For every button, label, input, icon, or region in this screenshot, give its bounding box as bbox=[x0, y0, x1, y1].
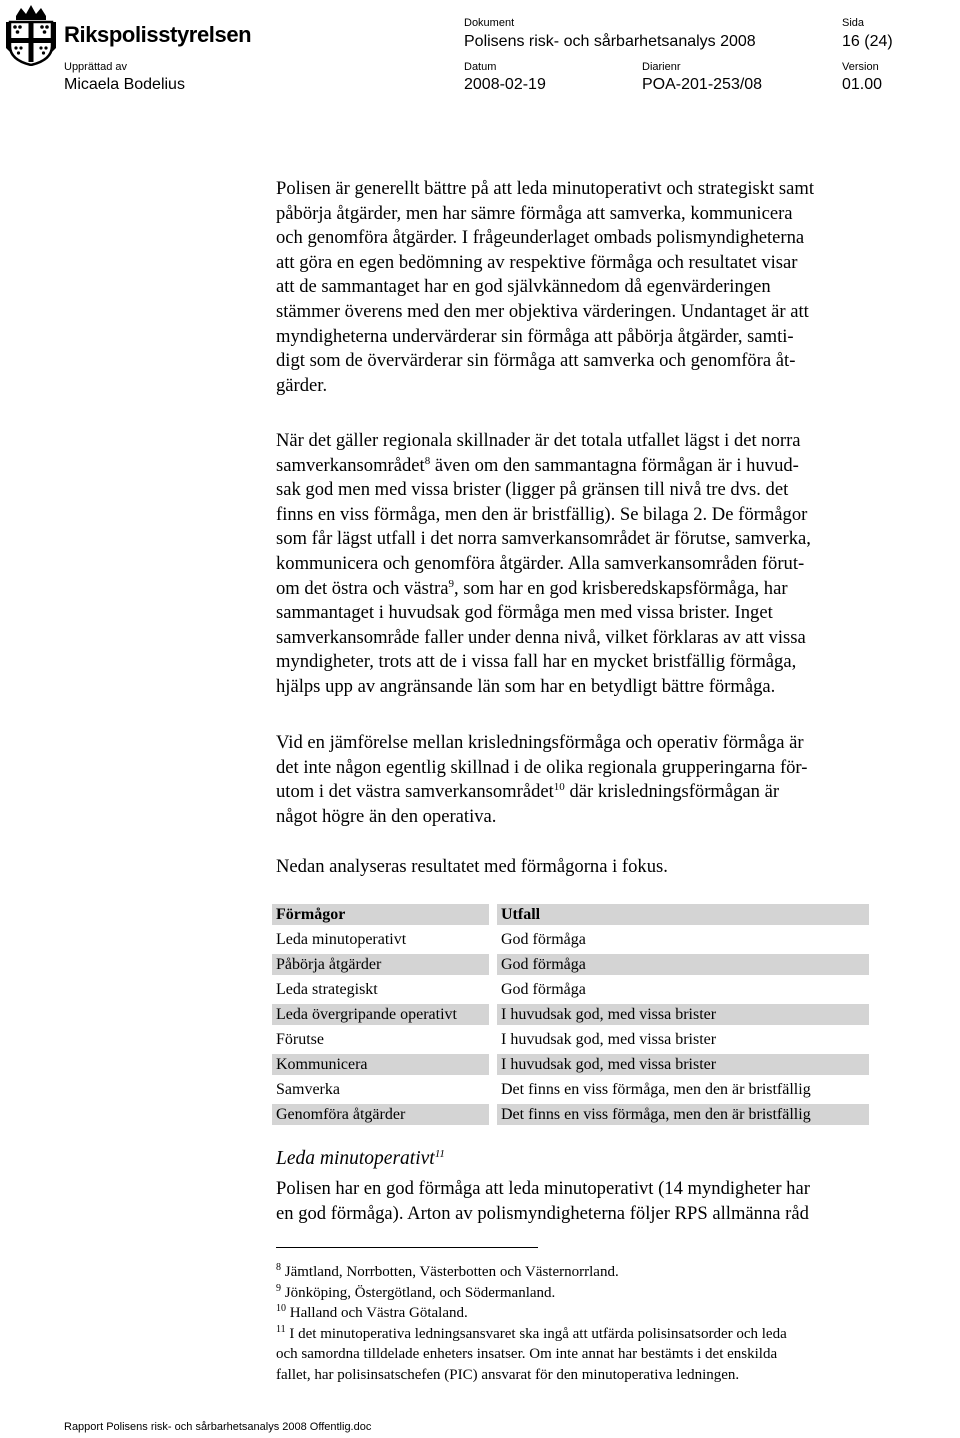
paragraph-regional-differences: När det gäller regionala skillnader är det totala utfallet lägst i det norra samverkansområdet$^8$ även om den sammantagna förmågan är i huvud- sak god men med vissa brister (ligger på gränsen till nivå tre dvs. det finns en viss förmåga, men den är bristfällig). Se bilaga 2. De förmågor som får lägst utfall i det norra samverkansområdet är förutse, samverka, kommunicera och genomföra åtgärder. Alla samverkansområden förut- om det östra och västra$^9$, som har en god krisberedskapsförmåga, har sammantaget i huvudsak god förmåga men med vissa brister. Inget samverkansområde faller under denna nivå, vilket förklaras av att vissa myndigheter, trots att de i vissa fall har en mycket bristfällig förmåga, hjälps upp av angränsande län som har en betydligt bättre förmåga. bbox=[276, 430, 811, 697]
header-formagor: Förmågor bbox=[272, 904, 489, 925]
capability-cell: Leda strategiskt bbox=[276, 981, 378, 998]
result-cell: Det finns en viss förmåga, men den är bristfällig bbox=[497, 1104, 869, 1125]
result-cell: I huvudsak god, med vissa brister bbox=[497, 1054, 869, 1075]
capability-cell: Genomföra åtgärder bbox=[272, 1104, 489, 1125]
version-value: 01.00 bbox=[842, 76, 883, 93]
footnote-10: $^{10}$ Halland och Västra Götaland. bbox=[276, 1303, 468, 1322]
capability-cell: Förutse bbox=[276, 1031, 324, 1048]
diarienr-value: POA-201-253/08 bbox=[642, 76, 763, 93]
footnote-9: $^9$ Jönköping, Östergötland, och Södermanland. bbox=[276, 1282, 556, 1301]
footnote-separator bbox=[276, 1247, 538, 1248]
paragraph-leda-minutoperativt: Polisen har en god förmåga att leda minutoperativt (14 myndigheter har en god förmåga). Arton av polismyndigheterna följer RPS allmänna råd bbox=[276, 1178, 810, 1224]
capability-cell: Leda övergripande operativt bbox=[272, 1004, 489, 1025]
footnote-8: $^8$ Jämtland, Norrbotten, Västerbotten och Västernorrland. bbox=[276, 1262, 619, 1280]
capability-cell: Samverka bbox=[276, 1081, 340, 1098]
version-label: Version bbox=[842, 61, 879, 73]
upprattad-value: Micaela Bodelius bbox=[64, 76, 185, 93]
capability-cell: Kommunicera bbox=[272, 1054, 489, 1075]
dokument-label: Dokument bbox=[464, 17, 515, 29]
footnote-ref-11[interactable]: 11 bbox=[434, 1148, 445, 1160]
sida-value: 16 (24) bbox=[842, 33, 893, 50]
datum-value: 2008-02-19 bbox=[464, 76, 546, 93]
footnotes: $^8$ Jämtland, Norrbotten, Västerbotten och Västernorrland. $^9$ Jönköping, Östergötland, och Södermanland. $^{10}$ Halland och Västra Götaland. $^{11}$ I det minutoperativa ledningsansvaret ska ingå att utfärda polisinsatsorder och leda och samordna tilldelade enheters insatser. Om inte annat har bestämts i det enskilda fallet, har polisinsatschefen (PIC) ansvarat för den minutoperativa ledningen. bbox=[276, 1262, 936, 1386]
paragraph-comparison: Vid en jämförelse mellan krisledningsförmåga och operativ förmåga är det inte någon egentlig skillnad i de olika regionala grupperingarna för- utom i det västra samverkansområdet$^{10}$ där krisledningsförmågan är något högre än den operativa. bbox=[276, 732, 808, 827]
police-crest-logo bbox=[4, 2, 58, 66]
page-footer: Rapport Polisens risk- och sårbarhetsanalys 2008 Offentlig.doc bbox=[64, 1421, 372, 1433]
footnote-ref-8[interactable]: 8 bbox=[424, 454, 431, 467]
dokument-value: Polisens risk- och sårbarhetsanalys 2008 bbox=[464, 33, 756, 50]
capability-cell: Leda minutoperativt bbox=[276, 931, 407, 948]
header-utfall: Utfall bbox=[497, 904, 869, 925]
organization-name: Rikspolisstyrelsen bbox=[64, 22, 252, 47]
diarienr-label: Diarienr bbox=[642, 61, 681, 73]
footnote-ref-10[interactable]: 10 bbox=[553, 781, 565, 794]
result-cell: I huvudsak god, med vissa brister bbox=[497, 1004, 869, 1025]
footnote-11: $^{11}$ I det minutoperativa ledningsansvaret ska ingå att utfärda polisinsatsorder och leda bbox=[276, 1323, 787, 1342]
sida-label: Sida bbox=[842, 17, 865, 29]
footnote-ref-9[interactable]: 9 bbox=[448, 577, 454, 590]
section-heading: Leda minutoperativt$^{11}$ bbox=[276, 1148, 445, 1169]
datum-label: Datum bbox=[464, 61, 497, 73]
capability-cell: Påbörja åtgärder bbox=[272, 954, 489, 975]
result-cell: God förmåga bbox=[501, 981, 586, 998]
result-cell: Det finns en viss förmåga, men den är bristfällig bbox=[501, 1081, 811, 1098]
upprattad-label: Upprättad av bbox=[64, 61, 127, 73]
result-cell: God förmåga bbox=[501, 931, 586, 948]
paragraph-intro-table: Nedan analyseras resultatet med förmågorna i fokus. bbox=[276, 856, 668, 877]
result-cell: I huvudsak god, med vissa brister bbox=[501, 1031, 717, 1048]
result-cell: God förmåga bbox=[497, 954, 869, 975]
paragraph-capability-summary: Polisen är generellt bättre på att leda minutoperativt och strategiskt samt påbörja åtgärder, men har sämre förmåga att samverka, kommunicera och genomföra åtgärder. I frågeunderlaget ombads polismyndigheterna att göra en egen bedömning av respektive förmåga och resultatet visar att de sammantaget har en god självkännedom då egenvärderingen stämmer överens med den mer objektiva värderingen. Undantaget är att myndigheterna undervärderar sin förmåga att påbörja åtgärder, samti- digt som de övervärderar sin förmåga att samverka och genomföra åt- gärder. bbox=[276, 178, 815, 396]
